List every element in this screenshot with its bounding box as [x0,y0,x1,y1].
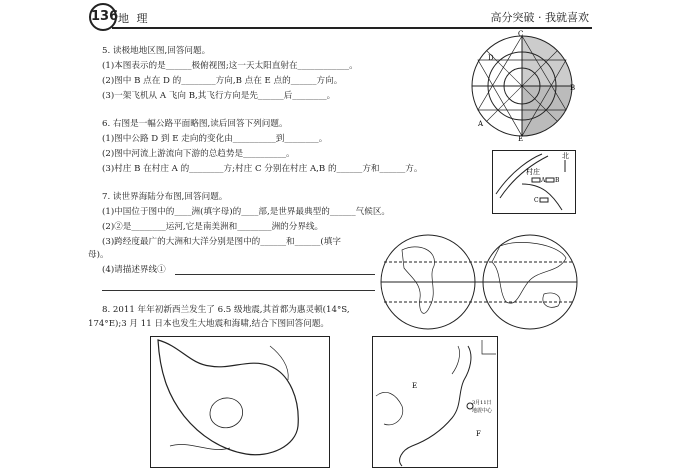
q5-title: 5. 读极地地区图,回答问题。 [102,46,211,56]
quake-center-label: 地震中心 [472,408,493,414]
village-label: 村庄 [526,168,540,176]
q7-part3: (3)跨经度最广的大洲和大洋分别是图中的______和______(填字 [102,237,341,247]
answer-line-2 [102,290,375,291]
q7-part1: (1)中国位于图中的____洲(填字母)的____部,是世界最典型的______气候区。 [102,207,391,217]
polar-label-b: B [570,84,576,92]
q6-part1: (1)图中公路 D 到 E 走向的变化由__________到________。 [102,134,328,144]
world-map [380,232,580,332]
japan-label-e: E [412,382,418,390]
road-map [492,150,576,214]
q7-part4: (4)请描述界线① [102,265,166,275]
page-number: 136 [89,3,117,31]
q5-part1: (1)本图表示的是______极俯视图;这一天太阳直射在____________。 [102,61,358,71]
japan-map [372,336,498,468]
q7-part3-cont: 母)。 [88,250,109,260]
village-a: A [541,177,546,184]
village-b: B [555,177,560,184]
polar-label-e: E [518,135,524,142]
polar-label-c: C [518,30,524,38]
q8-title-cont: 174°E);3 月 11 日本也发生大地震和海啸,结合下图回答问题。 [88,319,330,329]
q6-title: 6. 右图是一幅公路平面略图,读后回答下列问题。 [102,119,288,129]
q5-part2: (2)图中 B 点在 D 的________方向,B 点在 E 点的______方向。 [102,76,343,86]
q7-part2: (2)②是________运河,它是南美洲和________洲的分界线。 [102,222,324,232]
q6-part2: (2)图中河流上游流向下游的总趋势是__________。 [102,149,295,159]
q8-title: 8. 2011 年年初新西兰发生了 6.5 级地震,其首都为惠灵顿(14°S, [102,305,350,315]
polar-label-d: D [488,54,494,62]
q6-part3: (3)村庄 B 在村庄 A 的________方;村庄 C 分别在村庄 A,B 的______方和______方。 [102,164,423,174]
japan-label-f: F [476,430,481,438]
north-label: 北 [562,152,569,160]
polar-diagram [466,30,578,142]
slogan: 高分突破 · 我就喜欢 [490,11,589,24]
q7-title: 7. 读世界海陆分布图,回答问题。 [102,192,228,202]
village-c: C [534,197,539,204]
subject-title: 地 理 [118,12,150,25]
quake-date-label: 3月11日 [472,400,492,406]
q5-part3: (3)一架飞机从 A 飞向 B,其飞行方向是先______后________。 [102,91,336,101]
polar-label-a: A [478,120,484,128]
pacific-quake-map [150,336,330,468]
answer-line-1 [175,274,375,275]
header-rule [112,27,592,29]
